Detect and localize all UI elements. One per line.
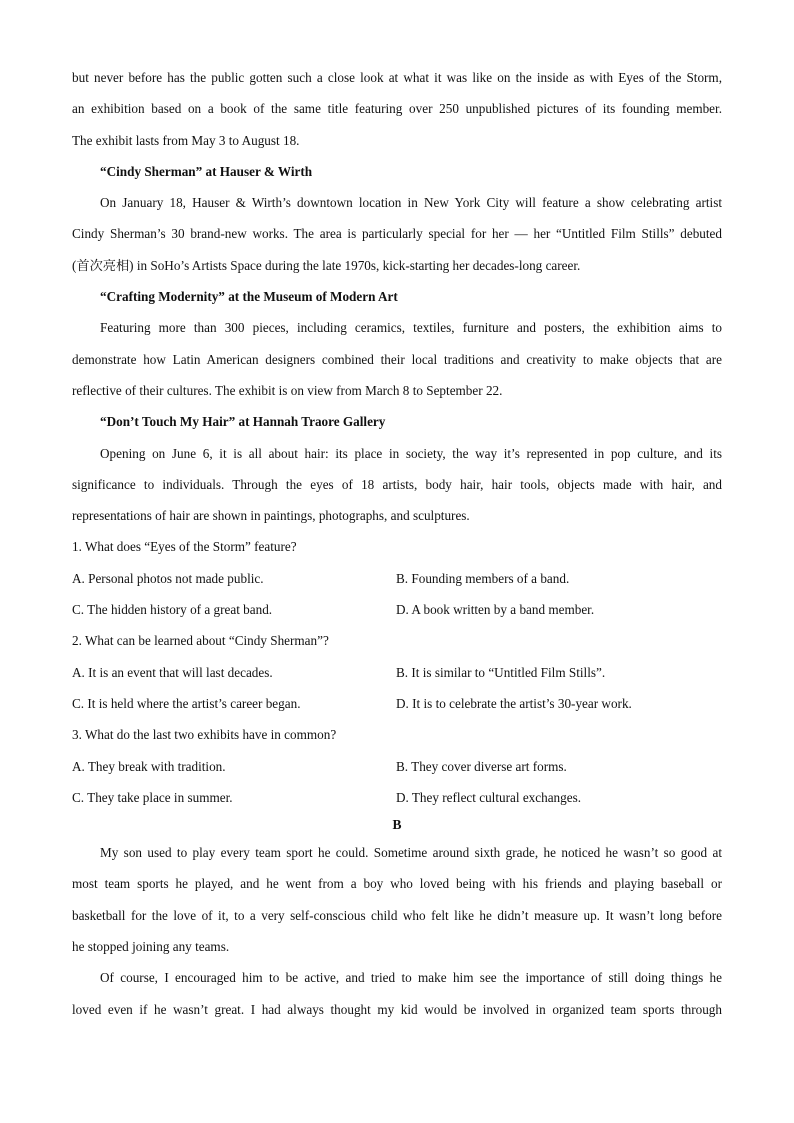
crafting-modernity-paragraph xyxy=(72,312,722,406)
option-row xyxy=(72,563,722,594)
paragraph-line: On January 18, Hauser & Wirth’s downtown location in New York City will feature a show celebrating artist xyxy=(100,195,722,211)
paragraph-line: demonstrate how Latin American designers combined their local traditions and creativity to make objects that are xyxy=(72,351,722,367)
option-d: D. It is to celebrate the artist’s 30-year work. xyxy=(396,695,632,711)
question-stem: 1. What does “Eyes of the Storm” feature? xyxy=(72,539,297,555)
section-letter-b: B xyxy=(392,817,402,833)
paragraph-line: he stopped joining any teams. xyxy=(72,939,230,955)
question-stem: 3. What do the last two exhibits have in common? xyxy=(72,727,337,743)
question-2 xyxy=(72,625,722,719)
option-c: C. The hidden history of a great band. xyxy=(72,602,273,618)
paragraph-line: but never before has the public gotten such a close look at what it was like on the inside as with Eyes of the Storm, xyxy=(72,70,722,85)
question-1 xyxy=(72,531,722,625)
option-d: D. They reflect cultural exchanges. xyxy=(396,789,582,805)
eyes-of-the-storm-paragraph xyxy=(72,62,722,156)
paragraph-line: representations of hair are shown in paintings, photographs, and sculptures. xyxy=(72,508,470,524)
option-a: A. They break with tradition. xyxy=(72,758,226,774)
option-row xyxy=(72,782,722,813)
paragraph-line: Cindy Sherman’s 30 brand-new works. The area is particularly special for her — her “Untitled Film Stills” debuted xyxy=(72,226,722,242)
dont-touch-my-hair-paragraph xyxy=(72,438,722,532)
section-heading-crafting-modernity: “Crafting Modernity” at the Museum of Modern Art xyxy=(100,289,398,305)
paragraph-line: an exhibition based on a book of the same title featuring over 250 unpublished pictures of its founding member. xyxy=(72,101,722,117)
option-b: B. They cover diverse art forms. xyxy=(396,758,567,774)
section-heading-dont-touch-my-hair: “Don’t Touch My Hair” at Hannah Traore Gallery xyxy=(100,414,386,430)
paragraph-line: Of course, I encouraged him to be active, and tried to make him see the importance of still doing things he xyxy=(100,970,722,986)
paragraph-line: My son used to play every team sport he could. Sometime around sixth grade, he noticed he wasn’t so good at xyxy=(100,845,722,861)
passage-b-paragraph-2 xyxy=(72,962,722,1025)
option-d: D. A book written by a band member. xyxy=(396,602,595,618)
option-row xyxy=(72,688,722,719)
paragraph-line: most team sports he played, and he went from a boy who loved being with his friends and playing baseball or xyxy=(72,876,722,892)
option-a: A. It is an event that will last decades. xyxy=(72,664,273,680)
option-row xyxy=(72,594,722,625)
paragraph-line: loved even if he wasn’t great. I had always thought my kid would be involved in organized team sports through xyxy=(72,1001,722,1017)
option-row xyxy=(72,751,722,782)
option-row xyxy=(72,657,722,688)
paragraph-line: Featuring more than 300 pieces, including ceramics, textiles, furniture and posters, the exhibition aims to xyxy=(100,320,722,336)
paragraph-line: basketball for the love of it, to a very self-conscious child who felt like he didn’t measure up. It wasn’t long before xyxy=(72,907,722,923)
option-b: B. It is similar to “Untitled Film Stills”. xyxy=(396,664,606,680)
paragraph-line: Opening on June 6, it is all about hair: its place in society, the way it’s represented in pop culture, and its xyxy=(100,445,722,461)
option-b: B. Founding members of a band. xyxy=(396,570,570,586)
option-c: C. They take place in summer. xyxy=(72,789,233,805)
section-heading-cindy-sherman: “Cindy Sherman” at Hauser & Wirth xyxy=(100,163,313,179)
paragraph-line: reflective of their cultures. The exhibit is on view from March 8 to September 22. xyxy=(72,382,503,398)
question-stem: 2. What can be learned about “Cindy Sherman”? xyxy=(72,633,329,649)
document-page xyxy=(72,62,722,1025)
paragraph-line: significance to individuals. Through the eyes of 18 artists, body hair, hair tools, objects made with hair, and xyxy=(72,476,722,492)
paragraph-line: The exhibit lasts from May 3 to August 18. xyxy=(72,132,300,148)
paragraph-line: (首次亮相) in SoHo’s Artists Space during the late 1970s, kick-starting her decades-long career. xyxy=(72,257,581,273)
passage-b-paragraph-1 xyxy=(72,837,722,962)
option-a: A. Personal photos not made public. xyxy=(72,570,264,586)
question-3 xyxy=(72,719,722,813)
cindy-sherman-paragraph xyxy=(72,187,722,281)
option-c: C. It is held where the artist’s career began. xyxy=(72,695,301,711)
